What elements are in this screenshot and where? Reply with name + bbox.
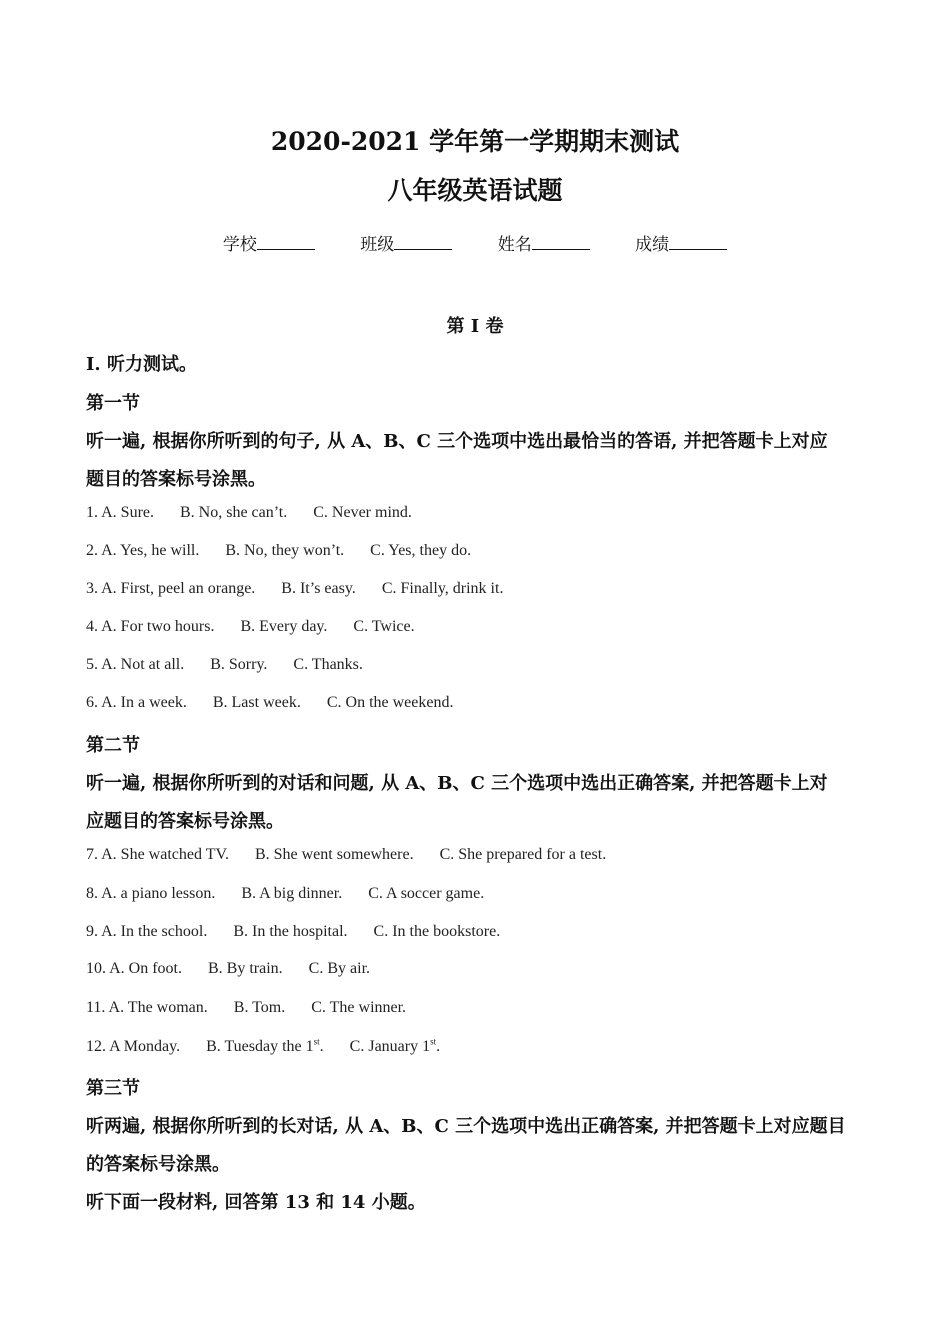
section3-instruction: 听两遍, 根据你所听到的长对话, 从 A、B、C 三个选项中选出正确答案, 并把答题卡上对应题目 [86,1116,846,1137]
student-info-row [0,230,950,255]
section2-label: 第二节 [86,735,140,756]
school-blank [257,235,315,250]
option-b: B. She went somewhere. [254,846,414,863]
question-3 [86,580,529,598]
option-b-sup: st [313,1037,320,1047]
option-b: B. In the hospital. [233,923,348,940]
school-label: 学校 [222,235,257,255]
name-label: 姓名 [497,235,532,255]
class-field [360,230,452,255]
question-1 [86,504,438,522]
section3-label: 第三节 [86,1078,140,1099]
option-a: 5. A. Not at all. [86,656,185,673]
question-10 [86,960,396,978]
volume-title: 第 I 卷 [446,316,504,337]
option-c-text: C. January 1 [349,1038,431,1056]
option-a: 1. A. Sure. [86,504,154,521]
question-8 [86,885,510,903]
option-c: C. Never mind. [313,504,412,521]
option-c: C. Yes, they do. [370,542,472,559]
option-b: B. By train. [208,960,283,977]
question-12 [86,1037,466,1056]
option-a: 2. A. Yes, he will. [86,542,200,559]
exam-subtitle: 八年级英语试题 [387,176,563,205]
question-2 [86,542,497,560]
option-c-sup: st [430,1037,437,1047]
option-a: 7. A. She watched TV. [86,846,229,863]
section1-instruction-cont: 题目的答案标号涂黑。 [86,469,266,490]
option-c: C. Twice. [353,618,415,635]
option-c [350,1038,440,1055]
section1-label: 第一节 [86,393,140,414]
score-field [635,230,727,255]
option-c: C. Thanks. [293,656,363,673]
section2-instruction: 听一遍, 根据你所听到的对话和问题, 从 A、B、C 三个选项中选出正确答案, 并把答题卡上对 [86,773,828,794]
option-a: 12. A Monday. [86,1038,181,1056]
class-blank [394,235,452,250]
option-b: B. Last week. [212,694,301,711]
option-a: 10. A. On foot. [86,960,182,977]
option-c: C. A soccer game. [368,885,485,902]
option-b: B. No, they won’t. [225,542,345,559]
option-c: C. On the weekend. [326,694,454,711]
question-6 [86,694,479,712]
option-b: B. No, she can’t. [180,504,288,521]
option-b: B. It’s easy. [281,580,356,597]
score-blank [669,235,727,250]
option-c: C. By air. [308,960,371,977]
option-a: 4. A. For two hours. [86,618,215,635]
material-note: 听下面一段材料, 回答第 13 和 14 小题。 [86,1192,426,1213]
school-field [223,230,315,255]
option-c: C. Finally, drink it. [381,580,504,597]
option-c: C. She prepared for a test. [439,846,607,863]
option-b: B. Tom. [233,999,286,1016]
question-7 [86,846,632,864]
option-a: 11. A. The woman. [86,999,208,1016]
option-a: 9. A. In the school. [86,923,208,940]
class-label: 班级 [360,235,395,255]
question-4 [86,618,441,636]
option-b: B. Every day. [240,618,328,635]
option-c: C. The winner. [311,999,407,1016]
option-b: B. Sorry. [210,656,268,673]
option-b-text: B. Tuesday the 1 [206,1038,314,1056]
question-9 [86,923,526,941]
part-heading: Ⅰ. 听力测试。 [86,354,197,375]
name-blank [532,235,590,250]
option-a: 8. A. a piano lesson. [86,885,216,902]
exam-title: 2020-2021 学年第一学期期末测试 [270,127,680,156]
option-b [206,1038,324,1055]
section1-instruction: 听一遍, 根据你所听到的句子, 从 A、B、C 三个选项中选出最恰当的答语, 并把答题卡上对应 [86,431,828,452]
name-field [498,230,590,255]
section2-instruction-cont: 应题目的答案标号涂黑。 [86,811,284,832]
question-11 [86,999,432,1017]
option-c: C. In the bookstore. [373,923,501,940]
section3-instruction-cont: 的答案标号涂黑。 [86,1154,230,1175]
option-c-end: . [436,1038,441,1056]
score-label: 成绩 [635,235,670,255]
option-b-end: . [319,1038,324,1056]
option-b: B. A big dinner. [241,885,343,902]
question-5 [86,656,389,674]
option-a: 6. A. In a week. [86,694,187,711]
option-a: 3. A. First, peel an orange. [86,580,256,597]
